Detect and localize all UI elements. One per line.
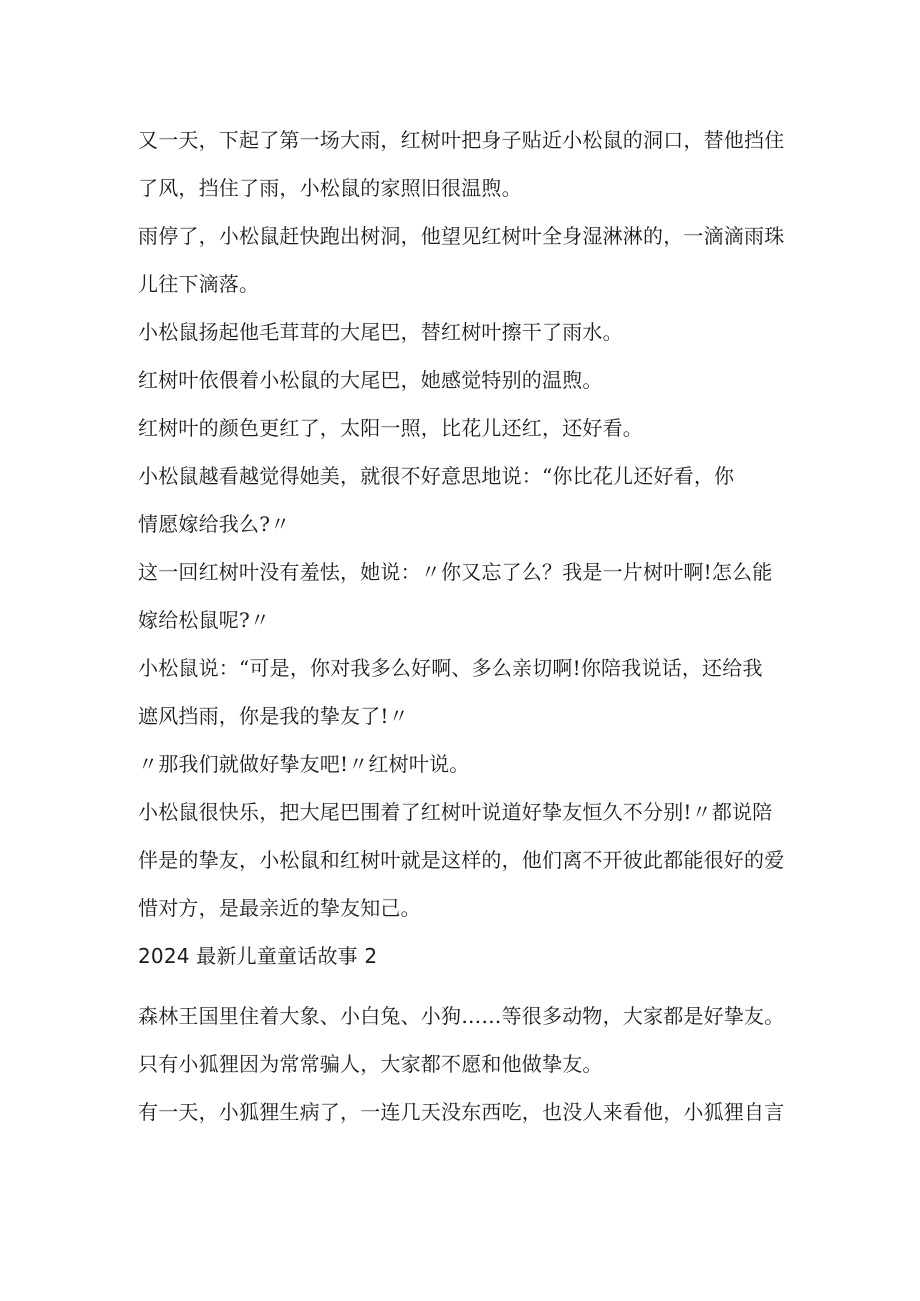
paragraph-8: 小松鼠说：“可是，你对我多么好啊、多么亲切啊!你陪我说话，还给我遮风挡雨，你是我的挚友了!〃 <box>138 656 763 728</box>
paragraph-4: 红树叶依偎着小松鼠的大尾巴，她感觉特别的温煦。 <box>138 368 603 392</box>
paragraph-6: 小松鼠越看越觉得她美，就很不好意思地说：“你比花儿还好看，你情愿嫁给我么?〃 <box>138 464 735 536</box>
paragraph-10: 小松鼠很快乐，把大尾巴围着了红树叶说道好挚友恒久不分别!〃都说陪伴是的挚友，小松鼠和红树叶就是这样的，他们离不开彼此都能很好的爱惜对方，是最亲近的挚友知己。 <box>138 800 785 920</box>
section-heading: 2024 最新儿童童话故事 2 <box>138 944 378 968</box>
paragraph-2: 雨停了，小松鼠赶快跑出树洞，他望见红树叶全身湿淋淋的，一滴滴雨珠儿往下滴落。 <box>138 224 785 296</box>
paragraph-9: 〃那我们就做好挚友吧!〃红树叶说。 <box>138 752 470 776</box>
document-body <box>138 116 798 1136</box>
paragraph-1: 又一天，下起了第一场大雨，红树叶把身子贴近小松鼠的洞口，替他挡住了风，挡住了雨，小松鼠的家照旧很温煦。 <box>138 128 785 200</box>
paragraph-12: 有一天，小狐狸生病了，一连几天没东西吃，也没人来看他，小狐狸自言 <box>138 1100 785 1124</box>
paragraph-3: 小松鼠扬起他毛茸茸的大尾巴，替红树叶擦干了雨水。 <box>138 320 623 344</box>
paragraph-11: 森林王国里住着大象、小白兔、小狗……等很多动物，大家都是好挚友。只有小狐狸因为常常骗人，大家都不愿和他做挚友。 <box>138 1004 785 1076</box>
paragraph-7: 这一回红树叶没有羞怯，她说：〃你又忘了么？我是一片树叶啊!怎么能嫁给松鼠呢?〃 <box>138 560 773 632</box>
paragraph-5: 红树叶的颜色更红了，太阳一照，比花儿还红，还好看。 <box>138 416 643 440</box>
